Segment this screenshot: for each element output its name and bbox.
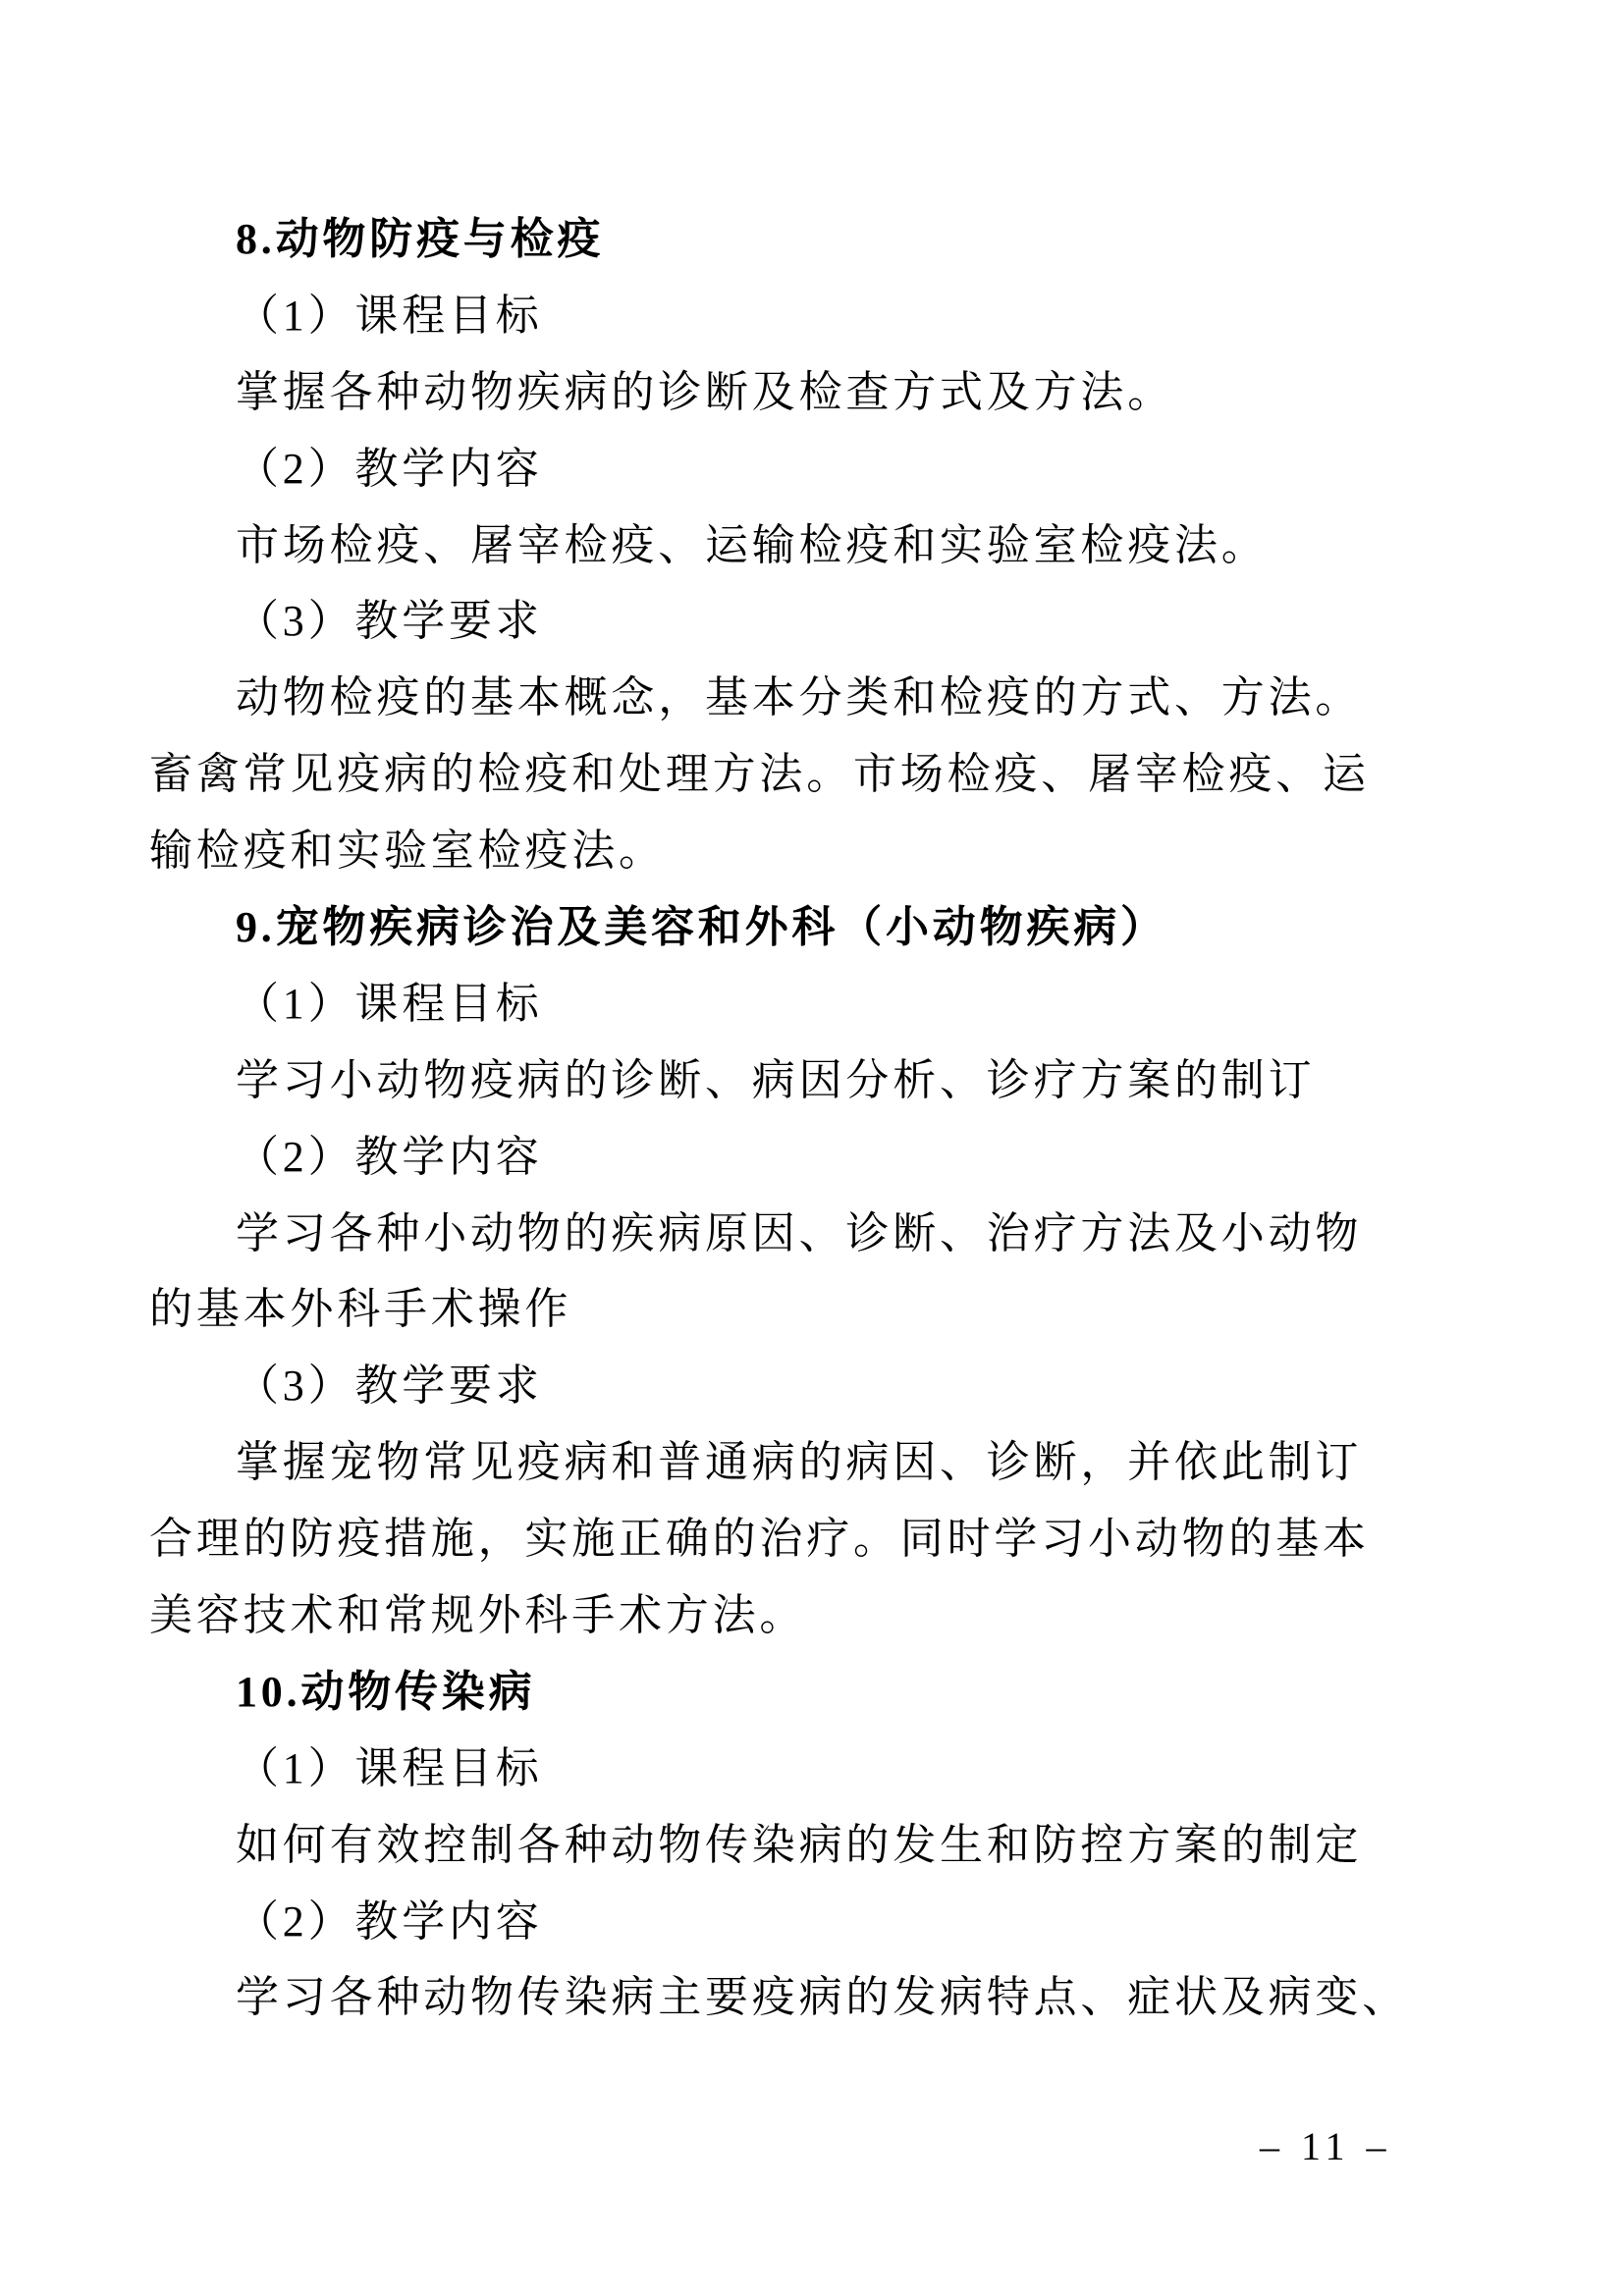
body-line: 学习各种小动物的疾病原因、诊断、治疗方法及小动物 [236,1208,1363,1257]
section-heading: 9.宠物疾病诊治及美容和外科（小动物疾病） [236,903,1167,952]
item-label: （2）教学内容 [236,1132,543,1181]
body-line: 掌握宠物常见疫病和普通病的病因、诊断，并依此制订 [236,1438,1363,1487]
body-line-continuation: 合理的防疫措施，实施正确的治疗。同时学习小动物的基本 [149,1515,1370,1564]
item-label: （1）课程目标 [236,979,543,1028]
document-body [149,201,1416,2036]
body-line: 市场检疫、屠宰检疫、运输检疫和实验室检疫法。 [236,520,1269,569]
body-line: 动物检疫的基本概念，基本分类和检疫的方式、方法。 [236,673,1363,722]
page-number: – 11 – [1260,2124,1392,2168]
section-heading: 8.动物防疫与检疫 [236,215,605,263]
item-label: （3）教学要求 [236,597,543,646]
body-line: 学习小动物疫病的诊断、病因分析、诊疗方案的制订 [236,1055,1316,1104]
body-line: 如何有效控制各种动物传染病的发生和防控方案的制定 [236,1820,1363,1869]
body-line-continuation: 输检疫和实验室检疫法。 [149,827,666,876]
item-label: （1）课程目标 [236,291,543,340]
body-line-continuation: 的基本外科手术操作 [149,1285,572,1334]
item-label: （1）课程目标 [236,1743,543,1792]
item-label: （2）教学内容 [236,444,543,493]
item-label: （3）教学要求 [236,1362,543,1411]
body-line: 学习各种动物传染病主要疫病的发病特点、症状及病变、 [236,1973,1409,2022]
body-line-continuation: 美容技术和常规外科手术方法。 [149,1591,807,1640]
body-line: 掌握各种动物疾病的诊断及检查方式及方法。 [236,367,1174,416]
item-label: （2）教学内容 [236,1896,543,1946]
section-heading: 10.动物传染病 [236,1667,536,1716]
body-line-continuation: 畜禽常见疫病的检疫和处理方法。市场检疫、屠宰检疫、运 [149,750,1370,799]
